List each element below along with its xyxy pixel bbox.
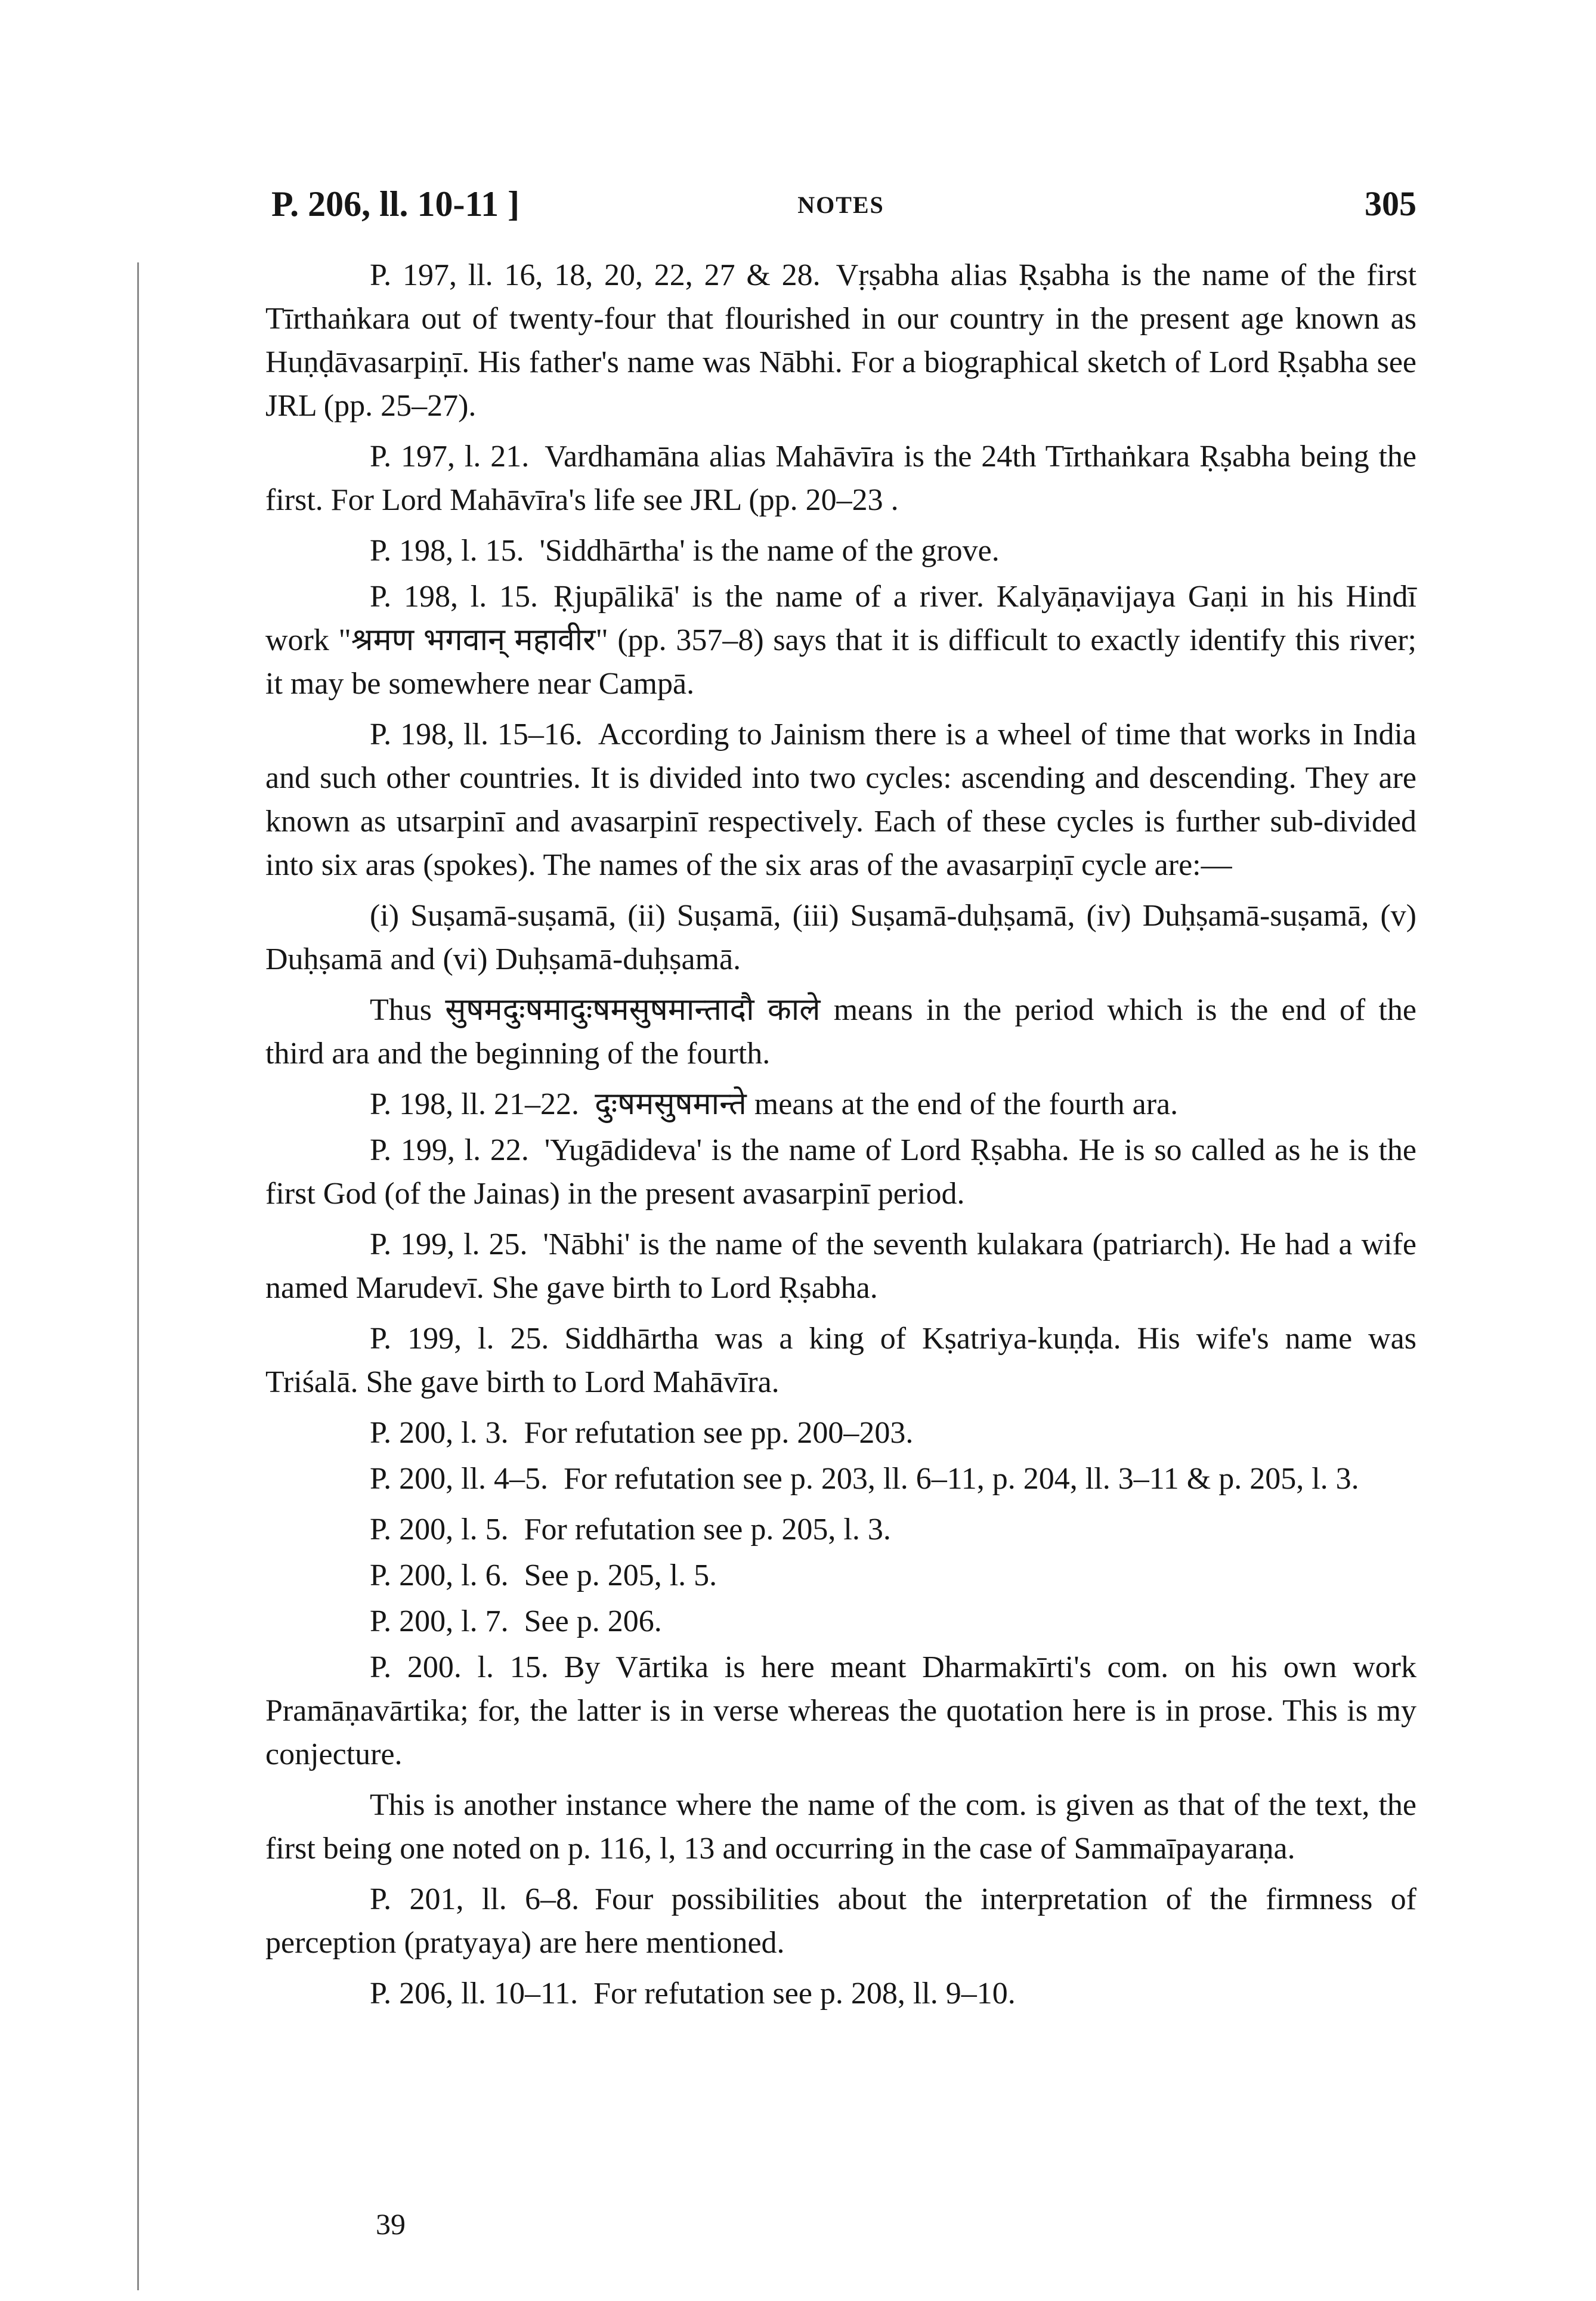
note-paragraph <box>265 1646 1416 1776</box>
note-paragraph <box>265 713 1416 887</box>
running-head <box>265 179 1416 233</box>
note-paragraph <box>265 1128 1416 1216</box>
note-reference: P. 199, l. 25. <box>370 1322 549 1356</box>
note-text: This is another instance where the name of the com. is given as that of the text, the first being one noted on p. 116, l, 13 and occurring in the case of Sammaīpayaraṇa. <box>265 1788 1416 1866</box>
note-paragraph <box>265 1457 1416 1501</box>
note-paragraph <box>265 435 1416 522</box>
note-reference: P. 206, ll. 10–11. <box>370 1977 579 2011</box>
note-paragraph <box>265 575 1416 706</box>
note-reference: P. 200. l. 15. <box>370 1650 549 1684</box>
note-reference: P. 198, l. 15. <box>370 534 524 568</box>
note-text: दुःषमसुषमान्ते means at the end of the fourth ara. <box>595 1087 1179 1121</box>
note-text: 'Yugādideva' is the name of Lord Ṛṣabha. He is so called as he is the first God (of the Jainas) in the present avasarpinī period. <box>265 1133 1416 1211</box>
note-text: Ṛjupālikā' is the name of a river. Kalyāṇavijaya Gaṇi in his Hindī work "श्रमण भगवान् महावीर" (pp. 357–8) says that it is difficult to exactly identify this river; it may be somewhere near Campā. <box>265 580 1416 701</box>
note-reference: P. 200, l. 7. <box>370 1604 509 1638</box>
note-text: See p. 205, l. 5. <box>524 1558 717 1592</box>
note-paragraph <box>265 988 1416 1075</box>
note-reference: P. 200, l. 3. <box>370 1416 509 1450</box>
note-reference: P. 198, l. 15. <box>370 580 539 614</box>
note-paragraph <box>265 529 1416 573</box>
note-paragraph <box>265 1783 1416 1870</box>
note-reference: P. 197, l. 21. <box>370 440 530 474</box>
note-text: For refutation see p. 208, ll. 9–10. <box>593 1977 1016 2011</box>
note-paragraph <box>265 1508 1416 1551</box>
running-head-reference: P. 206, ll. 10-11 ] <box>271 184 520 224</box>
note-text: Vṛṣabha alias Ṛṣabha is the name of the first Tīrthaṅkara out of twenty-four that flourished in our country in the present age known as Huṇḍāvasarpiṇī. His father's name was Nābhi. For a biographical sketch of Lord Ṛṣabha see JRL (pp. 25–27). <box>265 258 1417 423</box>
note-reference: P. 200, ll. 4–5. <box>370 1462 549 1496</box>
note-text: For refutation see p. 203, ll. 6–11, p. 204, ll. 3–11 & p. 205, l. 3. <box>564 1462 1359 1496</box>
note-text: By Vārtika is here meant Dharmakīrti's com. on his own work Pramāṇavārtika; for, the latter is in verse whereas the quotation here is in prose. This is my conjecture. <box>265 1650 1416 1771</box>
note-text: Thus सुषमदुःषमादुःषमसुषमान्तादौ काले means in the period which is the end of the third ara and the beginning of the fourth. <box>265 993 1416 1071</box>
note-reference: P. 200, l. 6. <box>370 1558 509 1592</box>
left-margin-rule <box>137 262 139 2290</box>
running-head-title: NOTES <box>797 191 884 218</box>
note-paragraph <box>265 1600 1416 1643</box>
note-text: For refutation see p. 205, l. 3. <box>524 1513 891 1547</box>
note-text: Siddhārtha was a king of Kṣatriya-kuṇḍa. His wife's name was Triśalā. She gave birth to Lord Mahāvīra. <box>265 1322 1416 1399</box>
note-text: 'Nābhi' is the name of the seventh kulakara (patriarch). He had a wife named Marudevī. She gave birth to Lord Ṛṣabha. <box>265 1227 1416 1305</box>
signature-mark: 39 <box>376 2207 406 2241</box>
note-paragraph <box>265 1878 1416 1965</box>
note-text: (i) Suṣamā-suṣamā, (ii) Suṣamā, (iii) Suṣamā-duḥṣamā, (iv) Duḥṣamā-suṣamā, (v) Duḥṣamā and (vi) Duḥṣamā-duḥṣamā. <box>265 899 1416 976</box>
note-reference: P. 201, ll. 6–8. <box>370 1882 580 1916</box>
note-paragraph <box>265 1317 1416 1404</box>
note-text: See p. 206. <box>524 1604 662 1638</box>
note-paragraph <box>265 1411 1416 1455</box>
note-text: Vardhamāna alias Mahāvīra is the 24th Tīrthaṅkara Ṛṣabha being the first. For Lord Mahāvīra's life see JRL (pp. 20–23 . <box>265 440 1416 517</box>
note-reference: P. 199, l. 25. <box>370 1227 528 1261</box>
note-text: For refutation see pp. 200–203. <box>524 1416 914 1450</box>
note-reference: P. 198, ll. 21–22. <box>370 1087 580 1121</box>
notes-body <box>265 253 1416 2018</box>
note-reference: P. 198, ll. 15–16. <box>370 717 583 751</box>
page-number: 305 <box>1365 184 1416 223</box>
note-reference: P. 200, l. 5. <box>370 1513 509 1547</box>
note-paragraph <box>265 1223 1416 1310</box>
note-paragraph <box>265 1972 1416 2015</box>
note-text: According to Jainism there is a wheel of time that works in India and such other countries. It is divided into two cycles: ascending and descending. They are known as utsarpinī and avasarpinī respectively. Each of these cycles is further sub-divided into six aras (spokes). The names of the six aras of the avasarpiṇī cycle are:— <box>265 717 1416 882</box>
note-text: 'Siddhārtha' is the name of the grove. <box>539 534 1000 568</box>
note-paragraph <box>265 1083 1416 1126</box>
note-paragraph <box>265 894 1416 981</box>
note-reference: P. 197, ll. 16, 18, 20, 22, 27 & 28. <box>370 258 821 292</box>
note-paragraph <box>265 1554 1416 1597</box>
note-text: Four possibilities about the interpretation of the firmness of perception (pratyaya) are here mentioned. <box>265 1882 1416 1960</box>
note-paragraph <box>265 253 1416 428</box>
note-reference: P. 199, l. 22. <box>370 1133 529 1167</box>
